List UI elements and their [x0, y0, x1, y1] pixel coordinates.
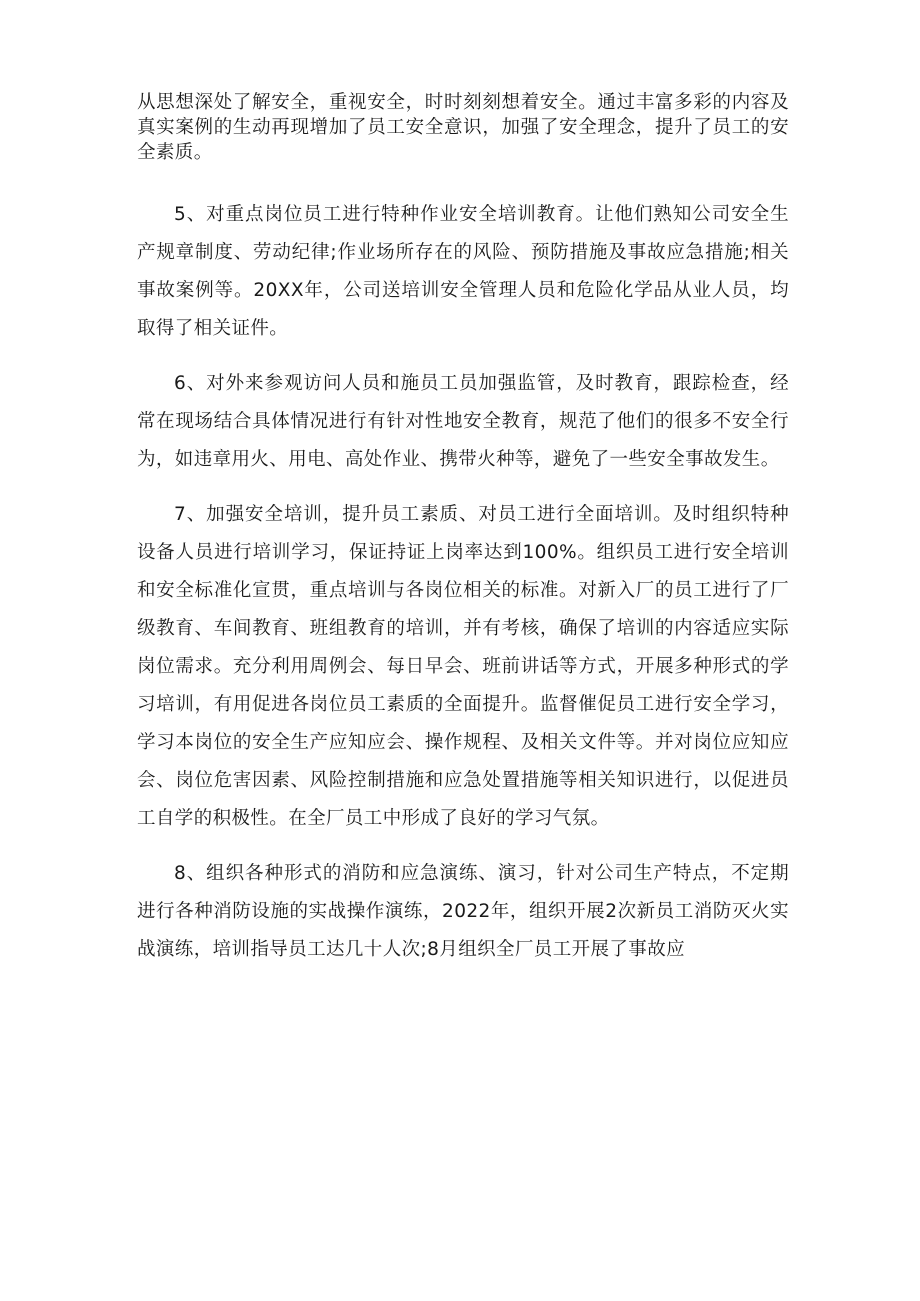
paragraph-item-8: 8、组织各种形式的消防和应急演练、演习，针对公司生产特点，不定期进行各种消防设施的实战操作演练，2022年，组织开展2次新员工消防灭火实战演练，培训指导员工达几十人次;8月组织全厂员工开展了事故应 — [137, 863, 789, 960]
document-body — [137, 196, 789, 969]
paragraph-item-7: 7、加强安全培训，提升员工素质、对员工进行全面培训。及时组织特种设备人员进行培训学习，保证持证上岗率达到100%。组织员工进行安全培训和安全标准化宣贯，重点培训与各岗位相关的标准。对新入厂的员工进行了厂级教育、车间教育、班组教育的培训，并有考核，确保了培训的内容适应实际岗位需求。充分利用周例会、每日早会、班前讲话等方式，开展多种形式的学习培训，有用促进各岗位员工素质的全面提升。监督催促员工进行安全学习，学习本岗位的安全生产应知应会、操作规程、及相关文件等。并对岗位应知应会、岗位危害因素、风险控制措施和应急处置措施等相关知识进行，以促进员工自学的积极性。在全厂员工中形成了良好的学习气氛。 — [137, 504, 789, 829]
paragraph-item-6: 6、对外来参观访问人员和施员工员加强监管，及时教育，跟踪检查，经常在现场结合具体情况进行有针对性地安全教育，规范了他们的很多不安全行为，如违章用火、用电、高处作业、携带火种等，避免了一些安全事故发生。 — [137, 373, 789, 470]
paragraph-item-5: 5、对重点岗位员工进行特种作业安全培训教育。让他们熟知公司安全生产规章制度、劳动纪律;作业场所存在的风险、预防措施及事故应急措施;相关事故案例等。20XX年，公司送培训安全管理人员和危险化学品从业人员，均取得了相关证件。 — [137, 204, 789, 339]
paragraph-continuation: 从思想深处了解安全，重视安全，时时刻刻想着安全。通过丰富多彩的内容及真实案例的生动再现增加了员工安全意识，加强了安全理念，提升了员工的安全素质。 — [137, 92, 789, 163]
